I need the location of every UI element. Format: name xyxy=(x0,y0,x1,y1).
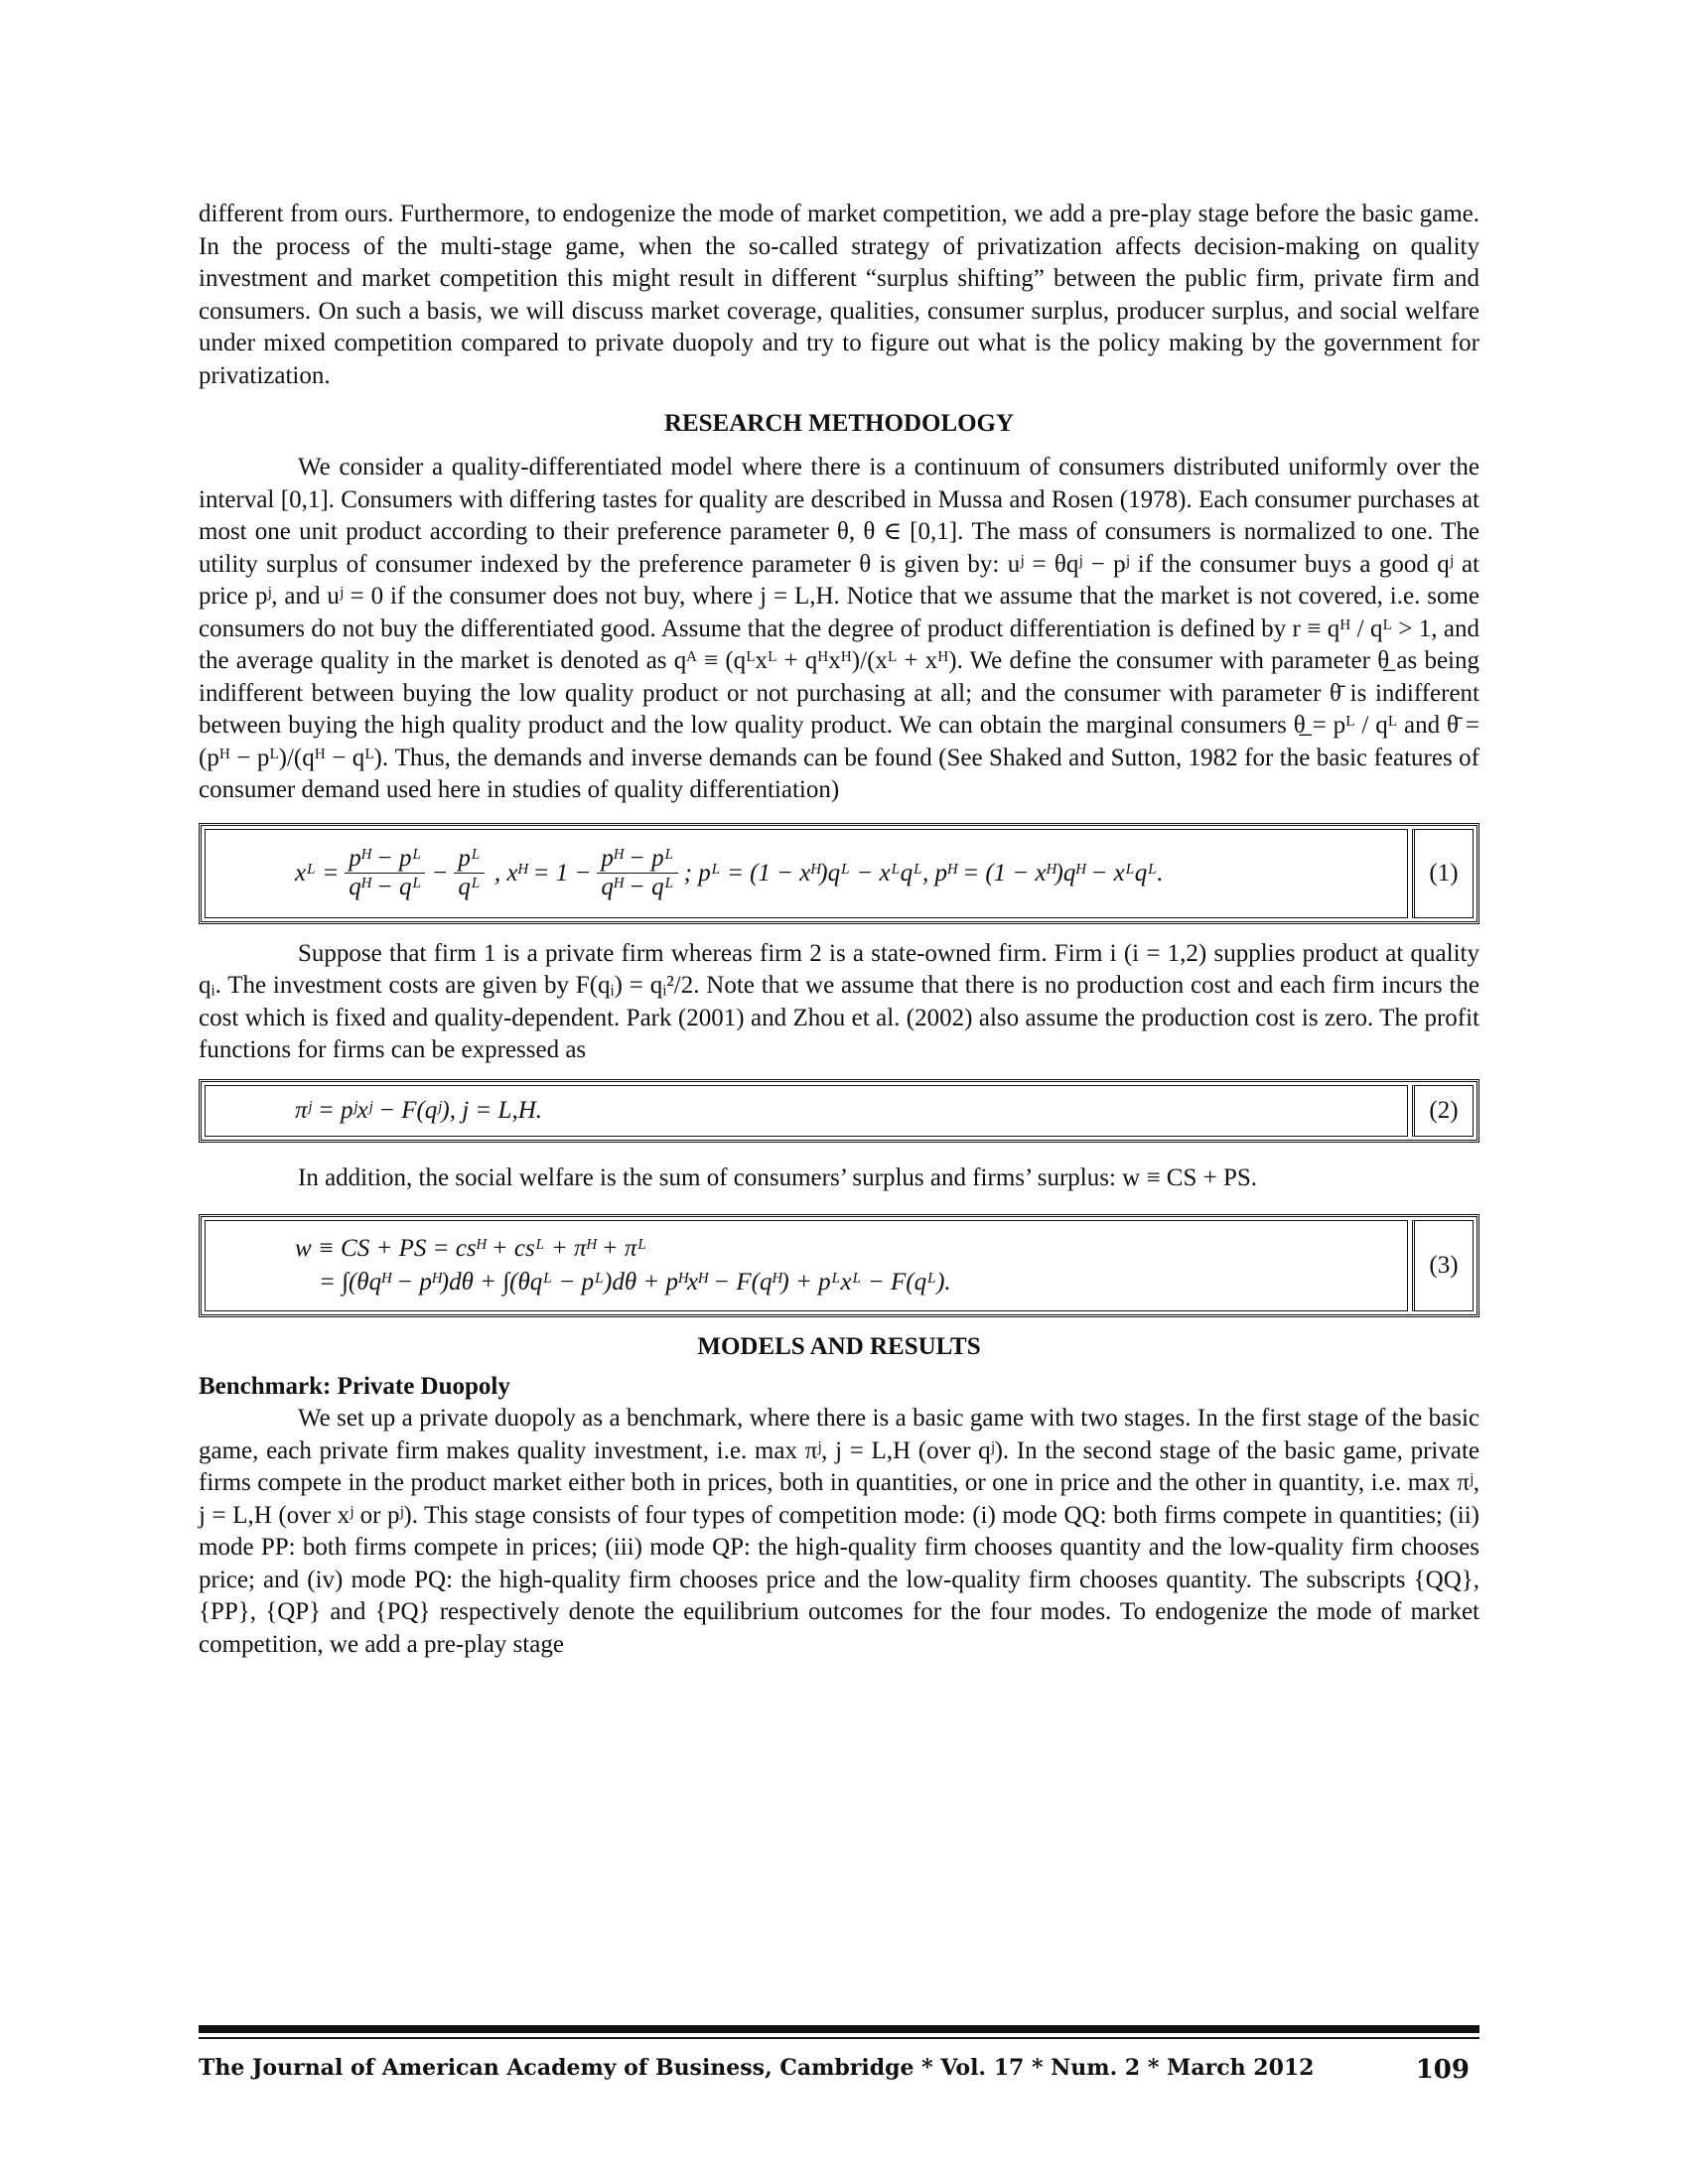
equation-3-number: (3) xyxy=(1412,1220,1474,1311)
equation-3: w ≡ CS + PS = csᴴ + csᴸ + πᴴ + πᴸ = ∫(θqᴴ − pᴴ)dθ + ∫(θqᴸ − pᴸ)dθ + pᴴxᴴ − F(qᴴ) + pᴸxᴸ − F(qᴸ). xyxy=(205,1220,1408,1311)
heading-benchmark: Benchmark: Private Duopoly xyxy=(199,1373,510,1400)
equation-2: πʲ = pʲxʲ − F(qʲ), j = L,H. xyxy=(205,1085,1408,1137)
intro-paragraph: different from ours. Furthermore, to endogenize the mode of market competition, we add a pre-play stage before the basic game. In the process of the multi-stage game, when the so-called strategy of privatization affects decision-making on quality investment and market competition this might result in different “surplus shifting” between the public firm, private firm and consumers. On such a basis, we will discuss market coverage, qualities, consumer surplus, producer surplus, and social welfare under mixed competition compared to private duopoly and try to figure out what is the policy making by the government for privatization. xyxy=(199,201,1479,389)
benchmark-paragraph: We set up a private duopoly as a benchmark, where there is a basic game with two stages. In the first stage of the basic game, each private firm makes quality investment, i.e. max πʲ, j = L,H (over qʲ). In the second stage of the basic game, private firms compete in the product market either both in prices, both in quantities, or one in price and the other in quantity, i.e. max πʲ, j = L,H (over xʲ or pʲ). This stage consists of four types of competition mode: (i) mode QQ: both firms compete in quantities; (ii) mode PP: both firms compete in prices; (iii) mode QP: the high-quality firm chooses quantity and the low-quality firm chooses price; and (iv) mode PQ: the high-quality firm chooses price and the low-quality firm chooses quantity. The subscripts {QQ}, {PP}, {QP} and {PQ} respectively denote the equilibrium outcomes for the four modes. To endogenize the mode of market competition, we add a pre-play stage xyxy=(199,1405,1479,1658)
heading-models-results: MODELS AND RESULTS xyxy=(697,1333,981,1360)
methodology-paragraph: We consider a quality-differentiated model where there is a continuum of consumers distributed uniformly over the interval [0,1]. Consumers with differing tastes for quality are described in Mussa and Rosen (1978). Each consumer purchases at most one unit product according to their preference parameter θ, θ ∈ [0,1]. The mass of consumers is normalized to one. The utility surplus of consumer indexed by the preference parameter θ is given by: uʲ = θqʲ − pʲ if the consumer buys a good qʲ at price pʲ, and uʲ = 0 if the consumer does not buy, where j = L,H. Notice that we assume that the market is not covered, i.e. some consumers do not buy the differentiated good. Assume that the degree of product differentiation is defined by r ≡ qᴴ / qᴸ > 1, and the average quality in the market is denoted as qᴬ ≡ (qᴸxᴸ + qᴴxᴴ)/(xᴸ + xᴴ). We define the consumer with parameter θ̲ as being indifferent between buying the low quality product or not purchasing at all; and the consumer with parameter θ̄ is indifferent between buying the high quality product and the low quality product. We can obtain the marginal consumers θ̲ = pᴸ / qᴸ and θ̄ = (pᴴ − pᴸ)/(qᴴ − qᴸ). Thus, the demands and inverse demands can be found (See Shaked and Sutton, 1982 for the basic features of consumer demand used here in studies of quality differentiation) xyxy=(199,454,1479,803)
welfare-paragraph: In addition, the social welfare is the sum of consumers’ surplus and firms’ surplus: w ≡ CS + PS. xyxy=(298,1163,1258,1191)
heading-research-methodology: RESEARCH METHODOLOGY xyxy=(663,410,1015,437)
equation-2-number: (2) xyxy=(1412,1085,1474,1137)
page-number: 109 xyxy=(1415,2055,1470,2085)
equation-3-box xyxy=(199,1214,1479,1317)
page-body xyxy=(199,199,1479,1661)
equation-1-box xyxy=(199,823,1479,924)
journal-citation: The Journal of American Academy of Business, Cambridge * Vol. 17 * Num. 2 * March 2012 xyxy=(199,2055,1315,2081)
firms-paragraph: Suppose that firm 1 is a private firm whereas firm 2 is a state-owned firm. Firm i (i = 1,2) supplies product at quality qᵢ. The investment costs are given by F(qᵢ) = qᵢ²/2. Note that we assume that there is no production cost and each firm incurs the cost which is fixed and quality-dependent. Park (2001) and Zhou et al. (2002) also assume the production cost is zero. The profit functions for firms can be expressed as xyxy=(199,939,1479,1063)
footer-rule-thin xyxy=(199,2037,1479,2039)
equation-1-number: (1) xyxy=(1412,829,1474,918)
page-footer xyxy=(199,2055,1479,2085)
footer-rule-thick xyxy=(199,2025,1479,2033)
fraction: $\frac{\text{pᴸ}}{\text{qᴸ}}$ xyxy=(454,845,485,901)
equation-2-box xyxy=(199,1079,1479,1143)
equation-1: xᴸ = $\frac{\text{pᴴ − pᴸ}}{\text{qᴴ − qᴸ}}$ − $\frac{\text{pᴸ}}{\text{qᴸ}}$ , xᴴ = 1 − $\frac{\text{pᴴ − pᴸ}}{\text{qᴴ − qᴸ}}$ ; pᴸ = (1 − xᴴ)qᴸ − xᴸqᴸ, pᴴ = (1 − xᴴ)qᴴ − xᴸqᴸ. xyxy=(205,829,1408,918)
fraction: $\frac{\text{pᴴ − pᴸ}}{\text{qᴴ − qᴸ}}$ xyxy=(345,845,425,901)
fraction: $\frac{\text{pᴴ − pᴸ}}{\text{qᴴ − qᴸ}}$ xyxy=(597,845,677,901)
